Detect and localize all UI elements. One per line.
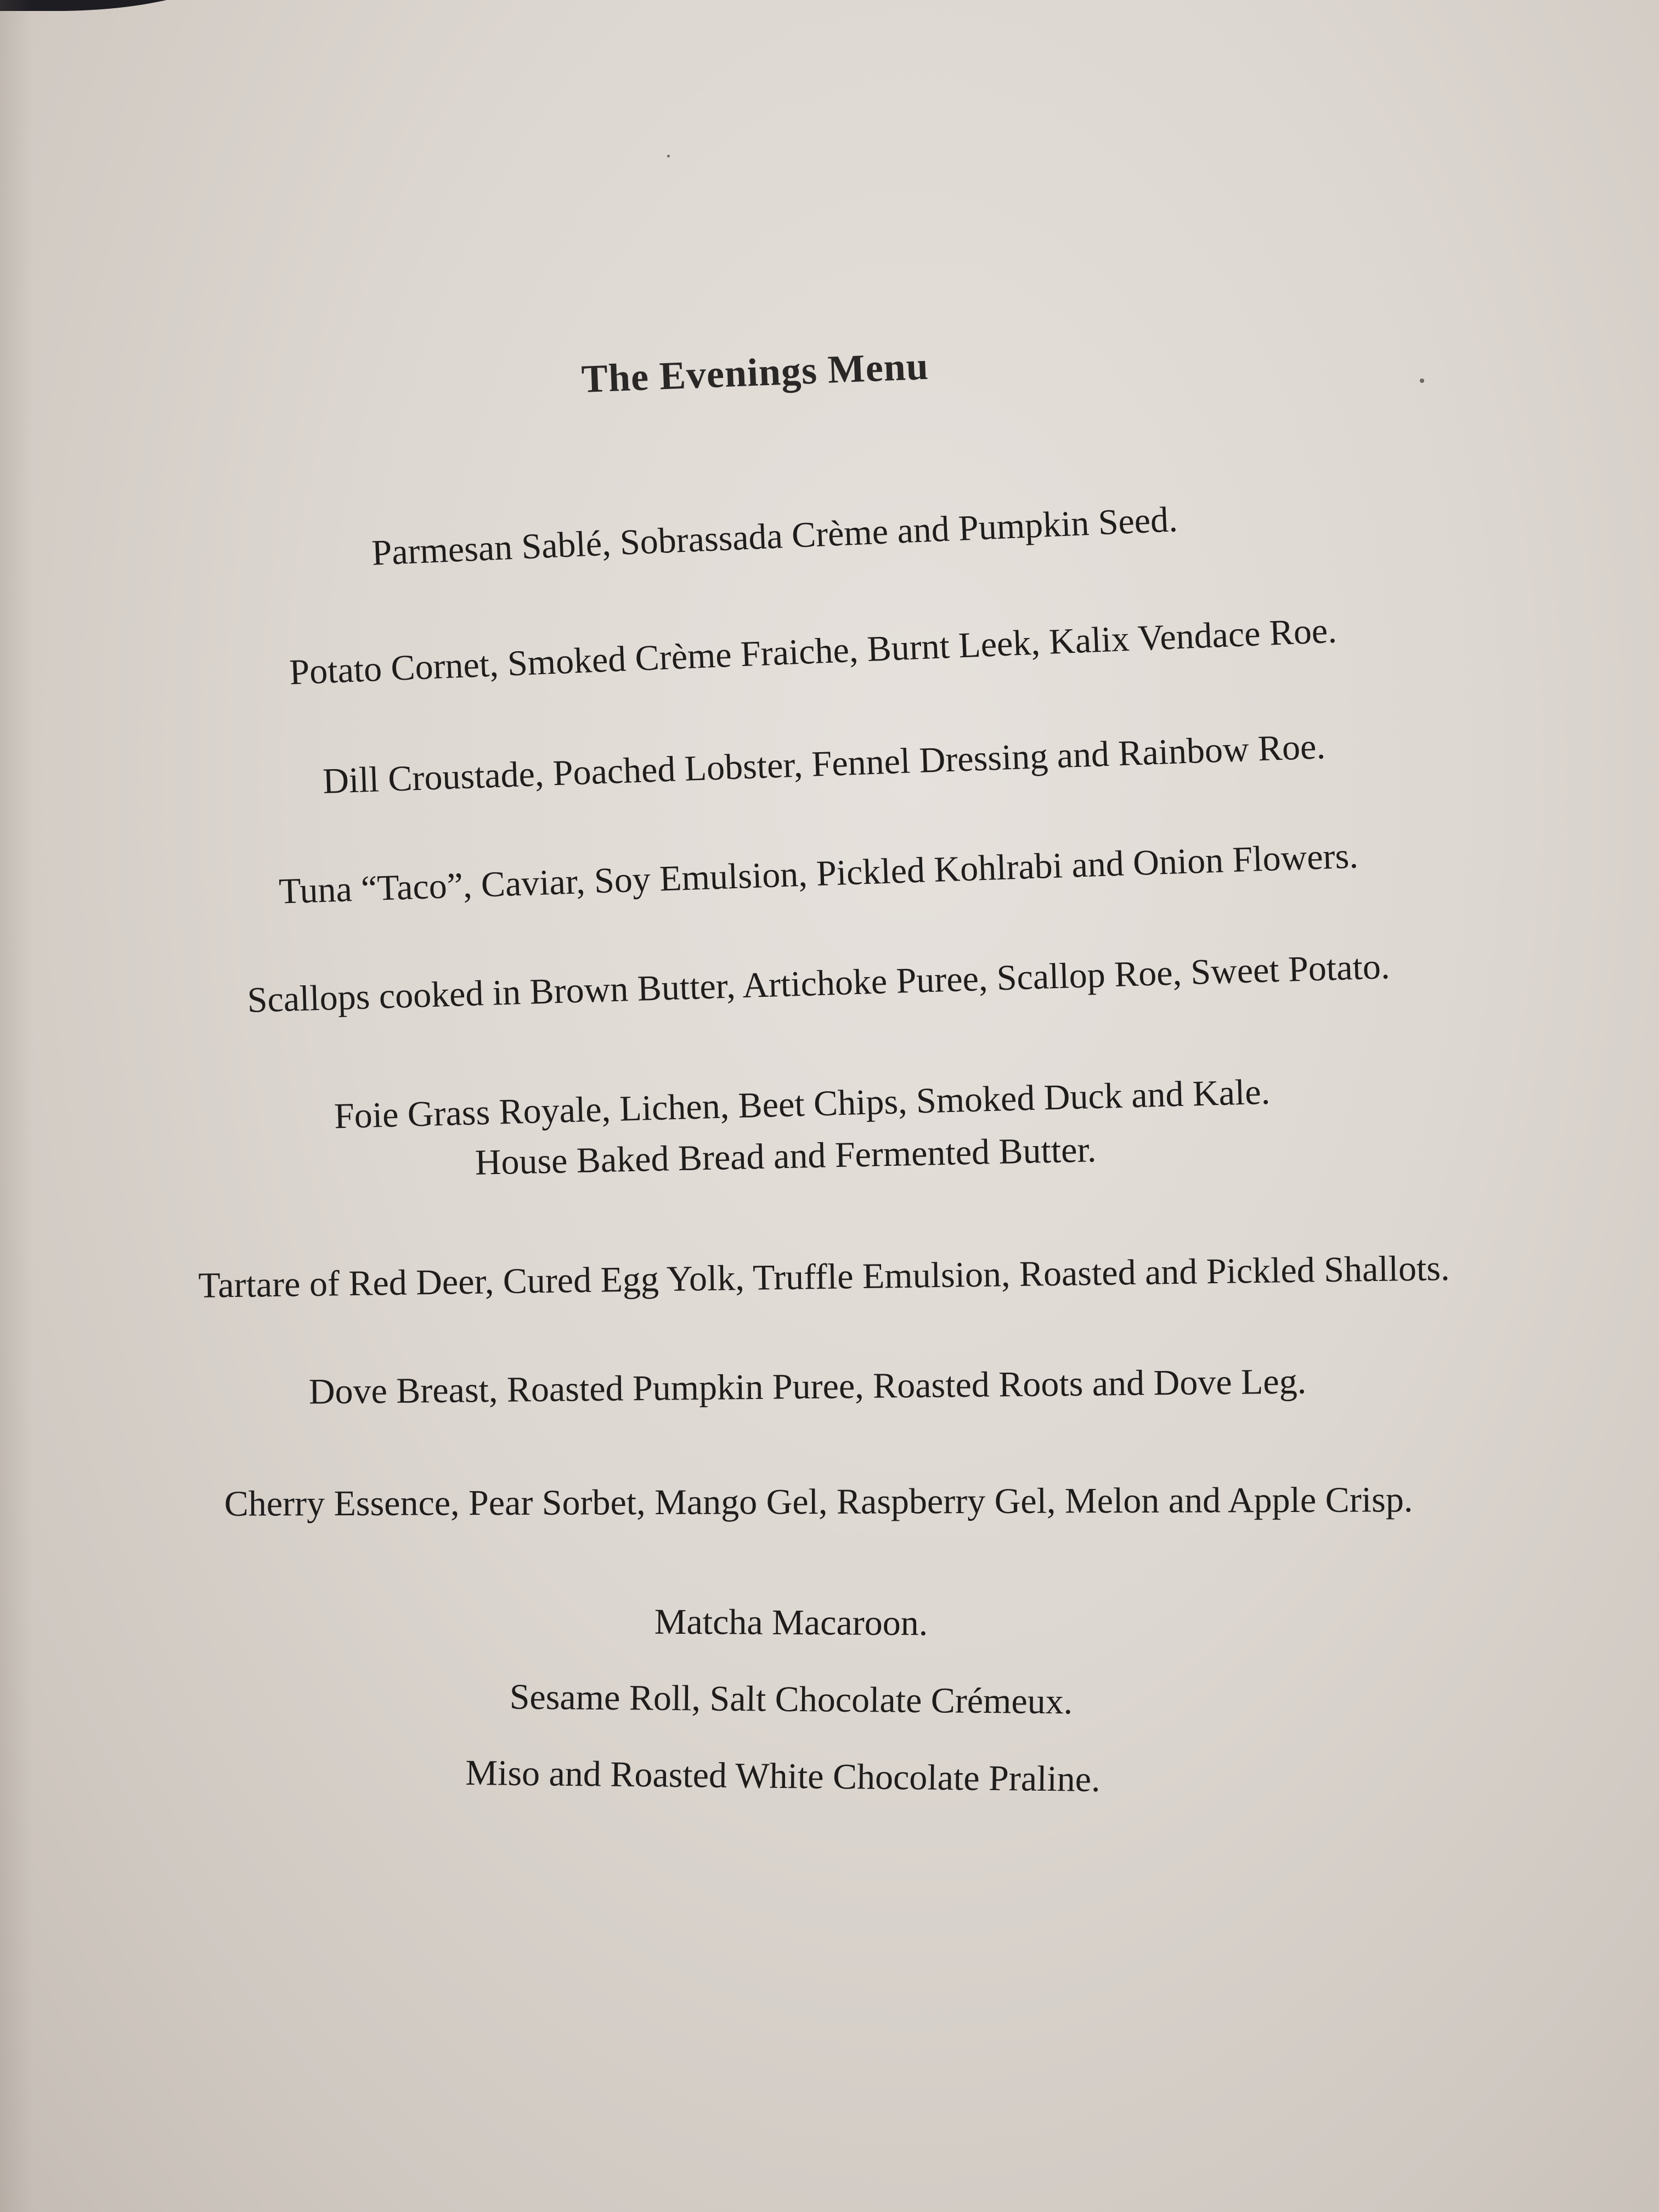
paper-speck	[1420, 379, 1424, 383]
background-shadow	[0, 0, 241, 11]
menu-course-line: Miso and Roasted White Chocolate Praline.	[465, 1752, 1101, 1800]
menu-course-line: Cherry Essence, Pear Sorbet, Mango Gel, Raspberry Gel, Melon and Apple Crisp.	[224, 1480, 1413, 1524]
menu-course-line: Tartare of Red Deer, Cured Egg Yolk, Truffle Emulsion, Roasted and Pickled Shallots.	[198, 1248, 1450, 1306]
menu-course-line: Parmesan Sablé, Sobrassada Crème and Pumpkin Seed.	[371, 499, 1178, 573]
menu-course-line: Tuna “Taco”, Caviar, Soy Emulsion, Pickled Kohlrabi and Onion Flowers.	[278, 836, 1359, 912]
menu-course-line: Sesame Roll, Salt Chocolate Crémeux.	[509, 1677, 1073, 1722]
menu-course-line: Foie Grass Royale, Lichen, Beet Chips, Smoked Duck and Kale.	[334, 1071, 1271, 1137]
menu-title: The Evenings Menu	[580, 343, 930, 401]
menu-course-line: Matcha Macaroon.	[654, 1601, 928, 1644]
paper-speck	[667, 155, 670, 157]
menu-course-line: House Baked Bread and Fermented Butter.	[474, 1130, 1097, 1183]
menu-course-line: Dill Croustade, Poached Lobster, Fennel Dressing and Rainbow Roe.	[321, 726, 1326, 802]
menu-course-line: Dove Breast, Roasted Pumpkin Puree, Roasted Roots and Dove Leg.	[308, 1361, 1307, 1412]
menu-course-line: Potato Cornet, Smoked Crème Fraiche, Burnt Leek, Kalix Vendace Roe.	[289, 610, 1338, 693]
menu-course-line: Scallops cooked in Brown Butter, Artichoke Puree, Scallop Roe, Sweet Potato.	[246, 946, 1391, 1020]
